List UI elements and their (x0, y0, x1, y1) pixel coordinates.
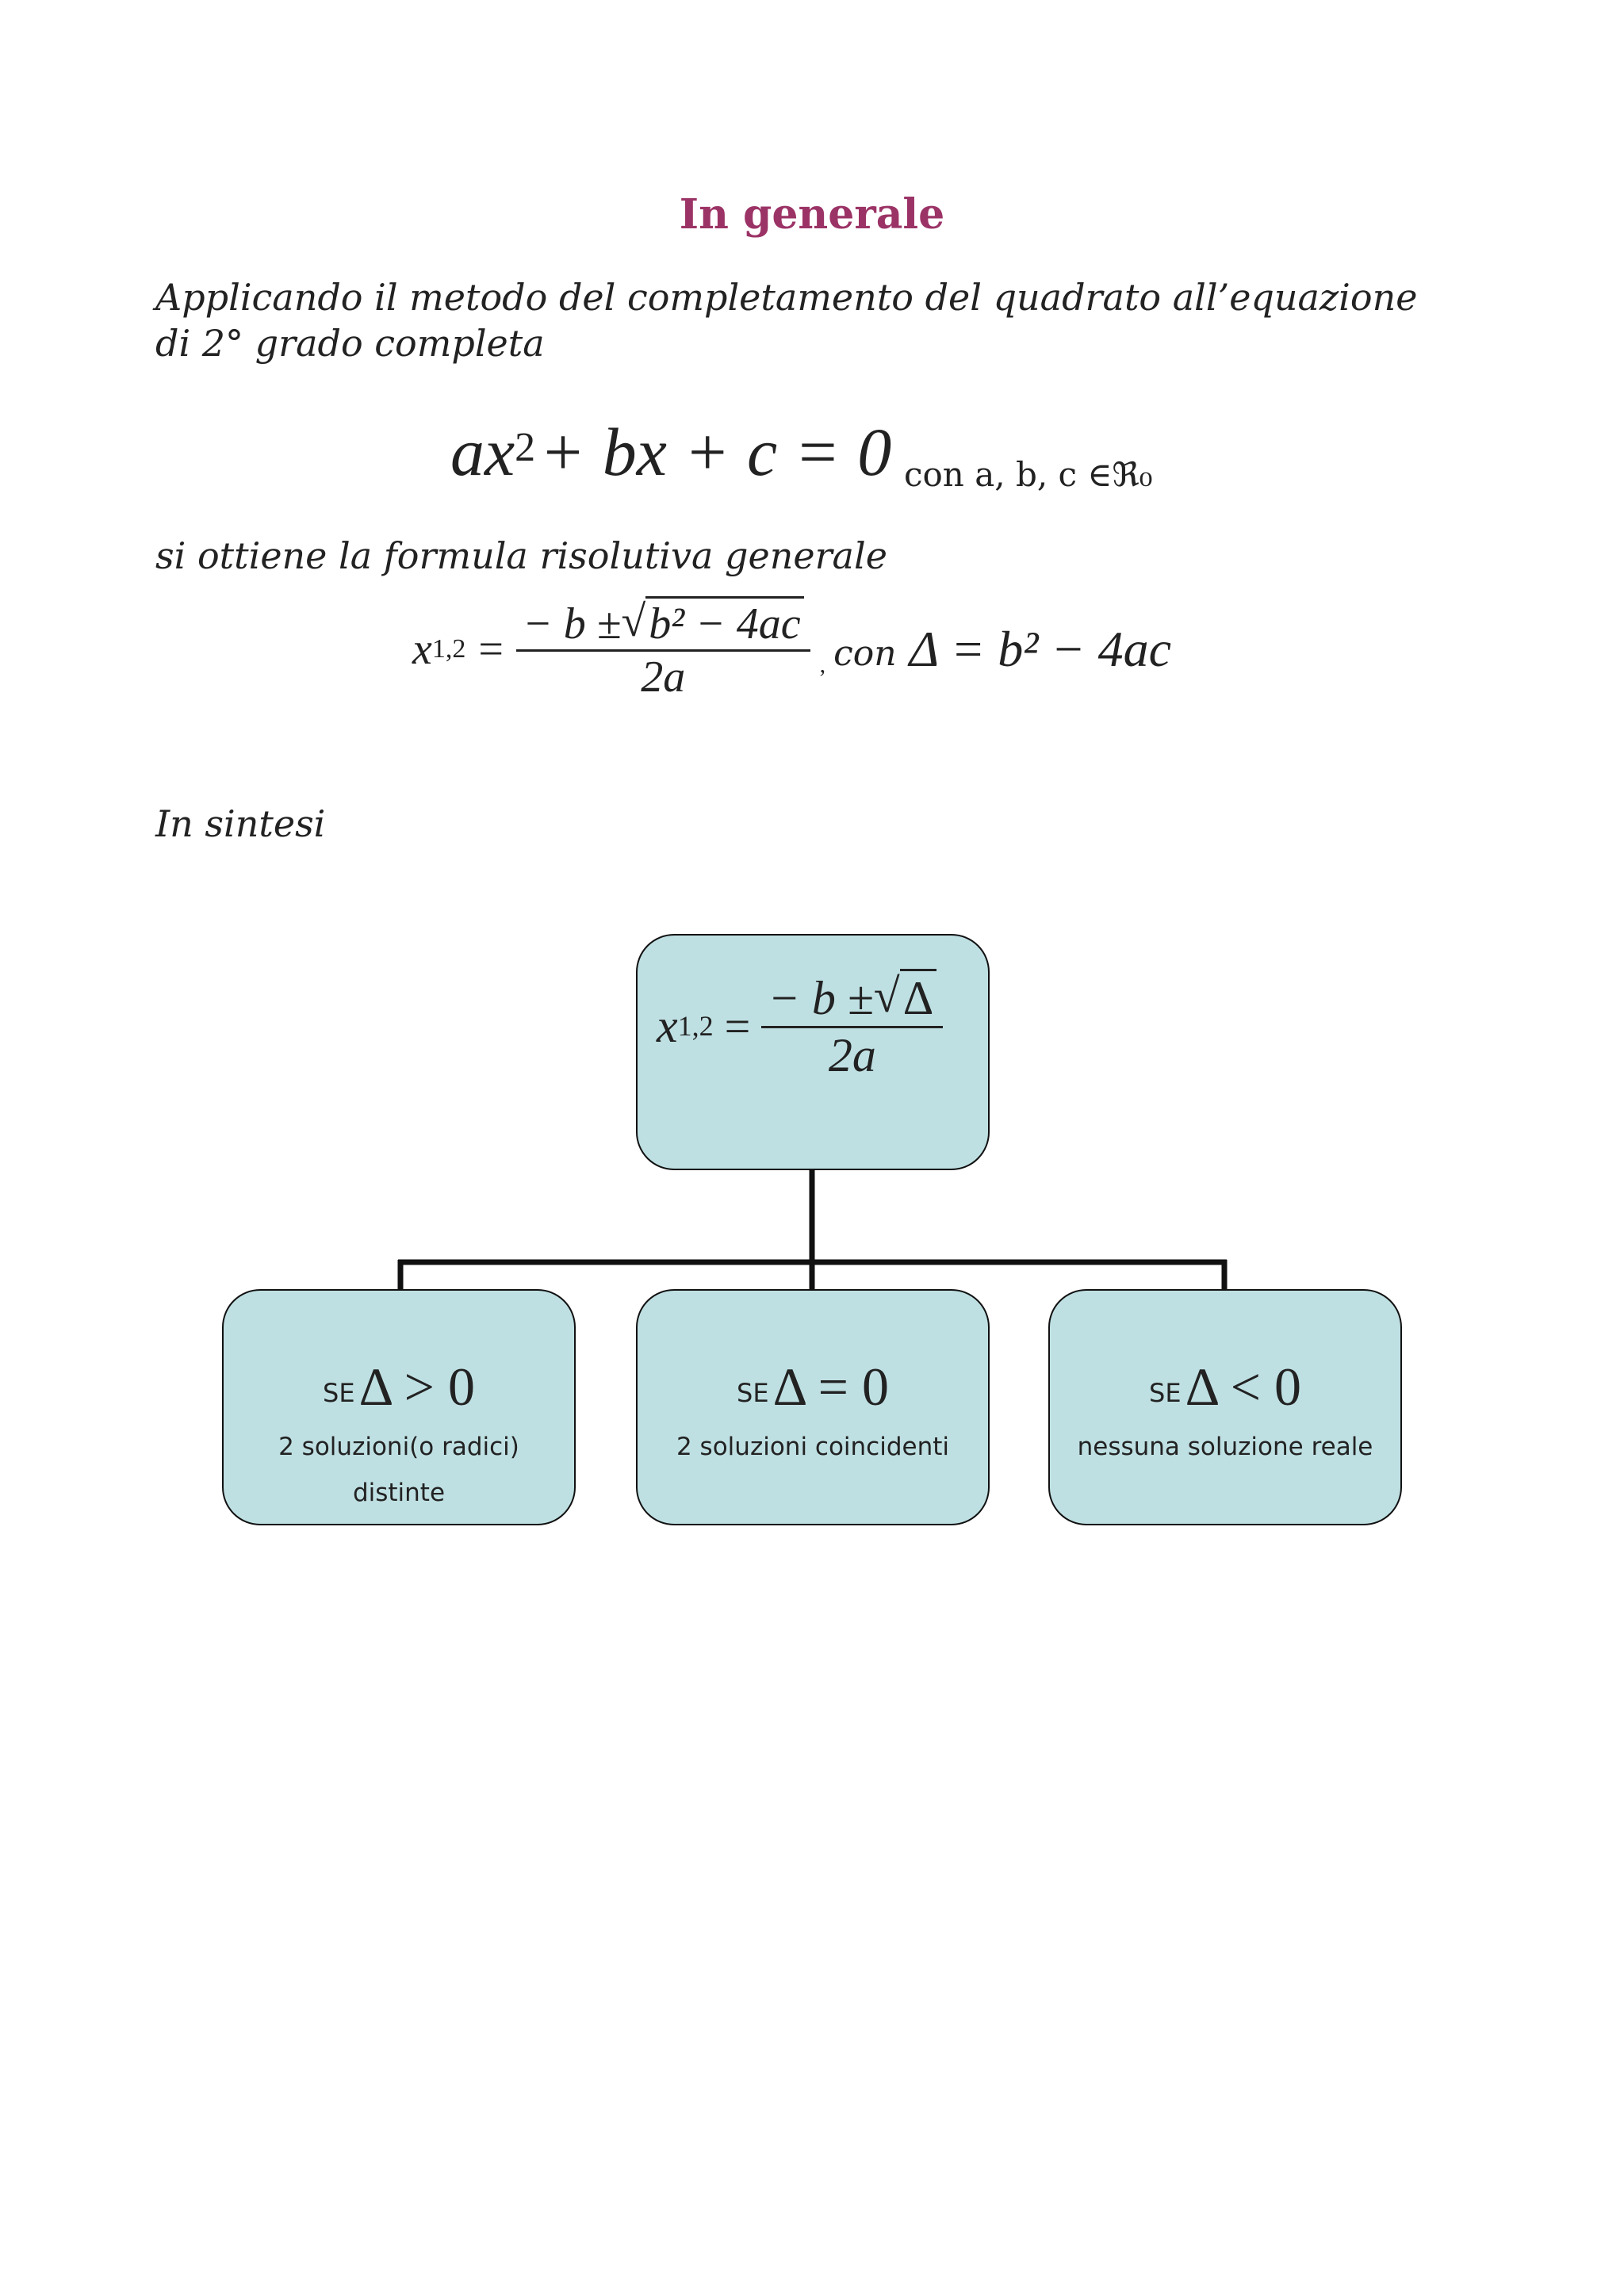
equation-rest: + bx + c = 0 (539, 414, 892, 490)
formula-minus-b: − b ± (522, 599, 622, 649)
equation-exponent: 2 (515, 424, 536, 470)
root-formula-box (636, 934, 990, 1170)
case-positive-text: 2 soluzioni(o radici) distinte (278, 1433, 519, 1507)
formula-con: con (833, 633, 897, 674)
root-denominator: 2a (828, 1029, 876, 1081)
case-negative-box (1048, 1289, 1402, 1525)
root-sqrt-symbol: √ Δ (874, 969, 937, 1026)
root-fraction (761, 969, 943, 1083)
case-negative-se: SE (1149, 1378, 1182, 1409)
summary-heading: In sintesi (155, 802, 326, 845)
page-title: In generale (679, 190, 945, 239)
case-negative-text: nessuna soluzione reale (1077, 1433, 1373, 1461)
case-positive-condition: Δ > 0 (358, 1357, 475, 1417)
formula-var: x (412, 625, 432, 674)
case-zero-text: 2 soluzioni coincidenti (676, 1433, 949, 1461)
equation-condition: con a, b, c ∈ℜ₀ (904, 455, 1153, 494)
root-var: x (657, 999, 678, 1052)
formula-denominator: 2a (641, 652, 686, 702)
root-radicand: Δ (900, 969, 937, 1026)
root-equals: = (724, 1000, 751, 1052)
formula-sep: , (819, 652, 826, 678)
formula-equals: = (478, 625, 504, 674)
delta-definition: Δ = b² − 4ac (909, 621, 1172, 677)
root-sub: 1,2 (677, 1010, 714, 1042)
case-zero-se: SE (737, 1378, 769, 1409)
sqrt-symbol: √ b² − 4ac (621, 596, 803, 649)
case-positive-se: SE (323, 1378, 355, 1409)
case-negative-condition: Δ < 0 (1185, 1357, 1301, 1417)
intro-text: Applicando il metodo del completamento del quadrato all’equazione di 2° grado completa (155, 276, 1418, 365)
formula-radicand: b² − 4ac (645, 596, 803, 649)
case-zero-condition: Δ = 0 (772, 1357, 889, 1417)
formula-intro: si ottiene la formula risolutiva generale (155, 534, 887, 577)
root-minus-b: − b ± (768, 972, 874, 1024)
case-zero-box (636, 1289, 990, 1525)
case-positive-box (222, 1289, 576, 1525)
equation-ax: ax (450, 414, 515, 490)
formula-sub: 1,2 (431, 634, 466, 664)
